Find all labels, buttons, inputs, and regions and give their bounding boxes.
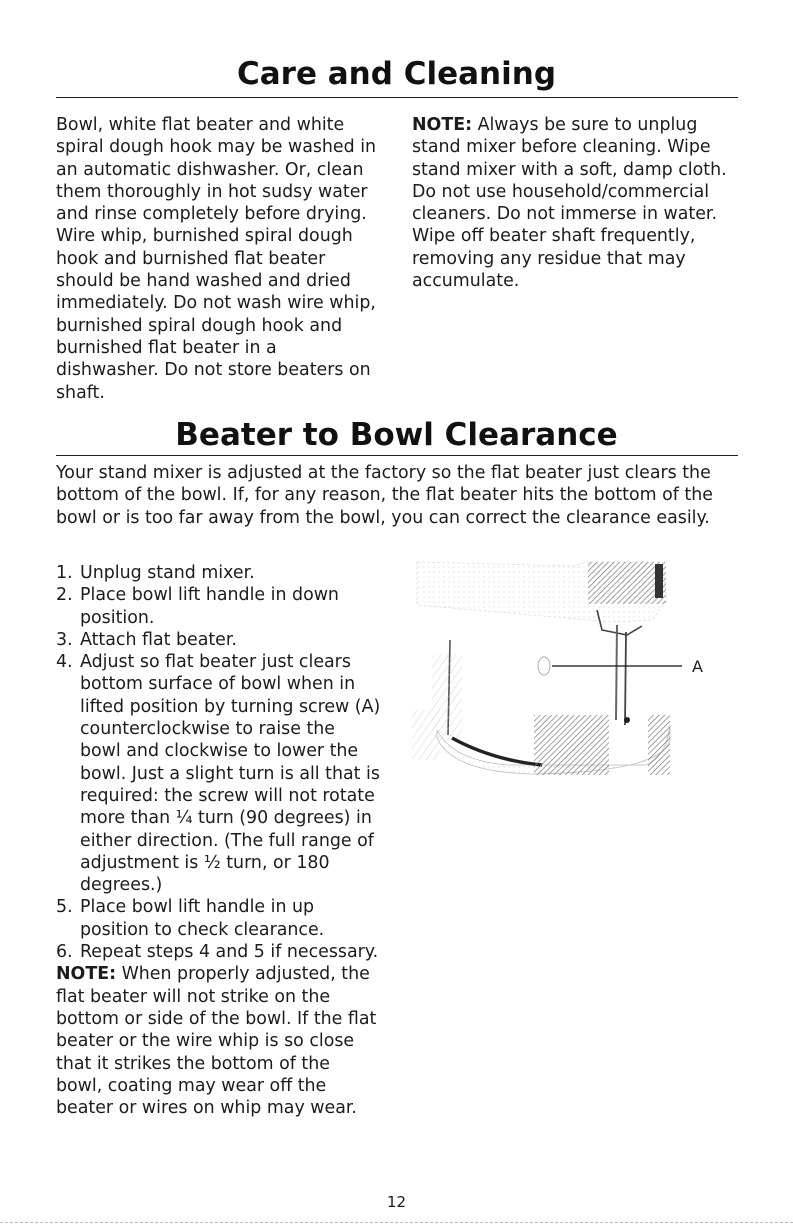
mixer-illustration-svg [412,560,702,775]
care-note-text: Always be sure to unplug stand mixer before cleaning. Wipe stand mixer with a soft, damp cloth. Do not use household/commercial cleaners. Do not immerse in water. Wipe off beater shaft frequently, removing any residue that may accumulate. [412,115,727,292]
adjusting-screw [538,657,550,675]
step-item [56,941,381,963]
step-item [56,651,381,896]
step-number: 5. [56,897,73,918]
step-text: Place bowl lift handle in down position. [80,585,339,628]
bottom-edge-rule [0,1222,793,1223]
step-item [56,584,381,629]
care-left-paragraph: Bowl, white flat beater and white spiral dough hook may be washed in an automatic dishwasher. Or, clean them thoroughly in hot sudsy water and rinse completely before drying. Wire whip, burnished spiral dough hook and burnished flat beater should be hand washed and dried immediately. Do not wash wire whip, burnished spiral dough hook and burnished flat beater in a dishwasher. Do not store beaters on shaft. [56,115,377,403]
care-note-label: NOTE: [412,115,473,135]
gear-marker [624,717,630,723]
clearance-steps-column [56,562,381,1119]
step-item [56,629,381,651]
clearance-heading: Beater to Bowl Clearance [175,417,618,453]
bowl-left-shading [412,710,440,760]
mixer-head-dark-edge [655,564,663,598]
clearance-heading-rule [56,455,738,456]
clearance-note-text: When properly adjusted, the flat beater will not strike on the bottom or side of the bowl. If the flat beater or the wire whip is so close that it strikes the bottom of the bowl, coating may wear off the beater or wires on whip may wear. [56,964,377,1119]
beater-shaft [616,625,617,720]
beater-shaft-edge [625,632,626,725]
care-heading: Care and Cleaning [236,56,557,92]
page-number: 12 [386,1193,407,1211]
callout-label-a: A [692,657,703,676]
mixer-clearance-illustration [412,560,702,775]
step-number: 1. [56,563,73,583]
step-number: 2. [56,585,73,606]
clearance-intro: Your stand mixer is adjusted at the factory so the flat beater just clears the bottom of the bowl. If, for any reason, the flat beater hits the bottom of the bowl or is too far away from the bowl, you can correct the clearance easily. [56,463,713,528]
step-item [56,896,381,941]
step-number: 4. [56,652,73,673]
step-text: Place bowl lift handle in up position to check clearance. [80,897,325,940]
mixer-head-shading [588,562,666,604]
step-number: 3. [56,629,73,650]
clearance-steps-list [56,562,381,963]
clearance-note-paragraph [56,963,381,1119]
step-text: Adjust so flat beater just clears bottom surface of bowl when in lifted position by turning screw (A) counterclockwise to raise the bowl and clockwise to lower the bowl. Just a slight turn is all that is required: the screw will not rotate more than ¼ turn (90 degrees) in either direction. (The full range of adjustment is ½ turn, or 180 degrees.) [80,652,381,896]
step-text: Unplug stand mixer. [80,563,255,583]
step-number: 6. [56,942,73,963]
step-text: Repeat steps 4 and 5 if necessary. [80,942,379,963]
care-note-paragraph [412,114,742,292]
bowl-right-shading [648,715,670,775]
clearance-note-label: NOTE: [56,964,117,985]
step-item [56,562,381,584]
care-heading-rule [56,97,738,98]
bowl-center-shading [534,715,609,775]
step-text: Attach flat beater. [80,629,237,650]
